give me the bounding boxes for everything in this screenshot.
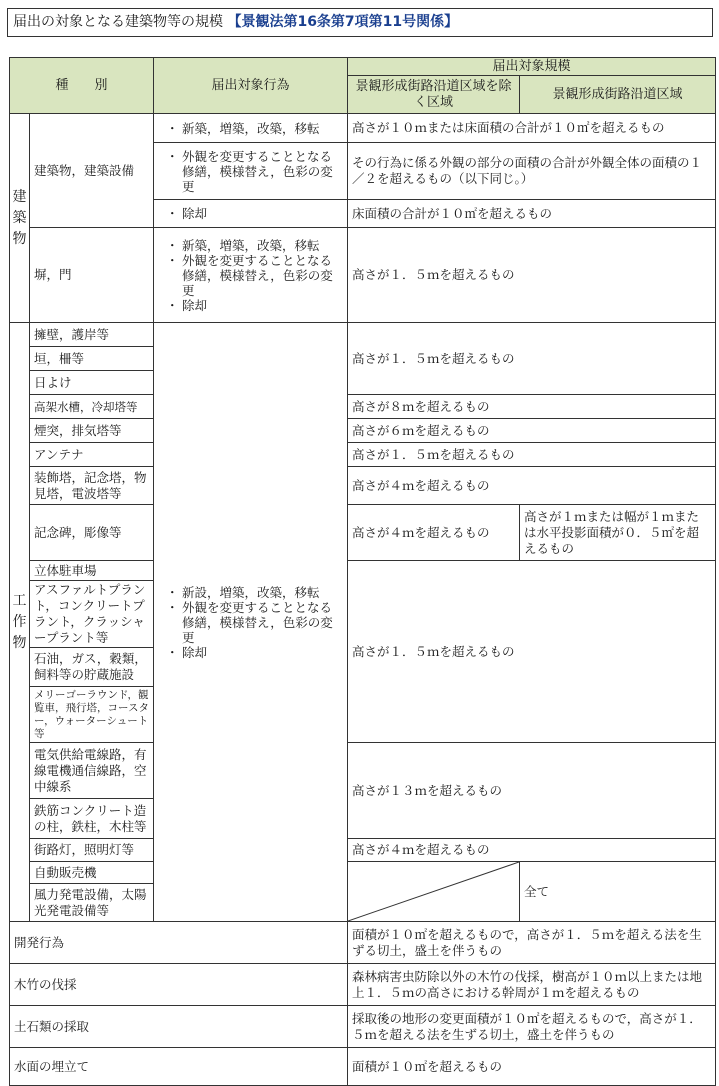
scale-building-repair: その行為に係る外観の部分の面積の合計が外観全体の面積の１／２を超えるもの（以下同じ。） [348, 143, 716, 200]
kind-reclamation: 水面の埋立て [10, 1048, 348, 1086]
group-structure: 工 作 物 [10, 323, 30, 922]
scale-development: 面積が１０㎡を超えるもので，高さが１．５ｍを超える法を生ずる切土，盛土を伴うもの [348, 922, 716, 964]
scale-wall-fence: 高さが１．５ｍを超えるもの [348, 323, 716, 395]
action-building-new: ・ 新築，増築，改築，移転 [154, 114, 348, 143]
scale-antenna: 高さが１．５ｍを超えるもの [348, 443, 716, 467]
page-title [7, 8, 713, 37]
kind-parking-structure: 立体駐車場 [30, 561, 154, 581]
kind-quarrying: 土石類の採取 [10, 1006, 348, 1048]
header-action: 届出対象行為 [154, 58, 348, 114]
scale-water-tank: 高さが８ｍを超えるもの [348, 395, 716, 419]
group-building: 建 築 物 [10, 114, 30, 323]
scale-fence-gate: 高さが１．５ｍを超えるもの [348, 228, 716, 323]
kind-street-lamp: 街路灯，照明灯等 [30, 839, 154, 862]
kind-building: 建築物，建築設備 [30, 114, 154, 228]
scale-vending-excluded-blank [348, 862, 520, 922]
header-scale: 届出対象規模 [348, 58, 716, 76]
action-building-demolish: ・ 除却 [154, 200, 348, 228]
action-structure: ・ 新設，増築，改築，移転 ・ 外観を変更することとなる修繕，模様替え，色彩の変更 ・ 除却 [154, 323, 348, 922]
kind-monument: 記念碑，彫像等 [30, 505, 154, 561]
scale-chimney: 高さが６ｍを超えるもの [348, 419, 716, 443]
scale-quarrying: 採取後の地形の変更面積が１０㎡を超えるもので，高さが１．５ｍを超える法を生ずる切土，盛土を伴うもの [348, 1006, 716, 1048]
header-area-road: 景観形成街路沿道区域 [520, 76, 716, 114]
kind-fence-gate: 塀，門 [30, 228, 154, 323]
scale-tower: 高さが４ｍを超えるもの [348, 467, 716, 505]
kind-awning: 日よけ [30, 371, 154, 395]
scale-plant: 高さが１．５ｍを超えるもの [348, 561, 716, 743]
scale-street-lamp: 高さが４ｍを超えるもの [348, 839, 716, 862]
kind-chimney: 煙突，排気塔等 [30, 419, 154, 443]
kind-plant: アスファルトプラント，コンクリートプラント，クラッシャープラント等 [30, 581, 154, 648]
kind-antenna: アンテナ [30, 443, 154, 467]
header-kind: 種 別 [10, 58, 154, 114]
kind-tower: 装飾塔，記念塔，物見塔，電波塔等 [30, 467, 154, 505]
title-law-reference: 【景観法第16条第7項第11号関係】 [227, 14, 459, 30]
scale-building-new: 高さが１０ｍまたは床面積の合計が１０㎡を超えるもの [348, 114, 716, 143]
scale-building-demolish: 床面積の合計が１０㎡を超えるもの [348, 200, 716, 228]
kind-tree-felling: 木竹の伐採 [10, 964, 348, 1006]
kind-water-tank: 高架水槽，冷却塔等 [30, 395, 154, 419]
action-fence-gate: ・ 新築，増築，改築，移転 ・ 外観を変更することとなる修繕，模様替え，色彩の変更 ・ 除却 [154, 228, 348, 323]
kind-retaining-wall: 擁壁，護岸等 [30, 323, 154, 347]
kind-storage: 石油，ガス，穀類，飼料等の貯蔵施設 [30, 648, 154, 687]
kind-wind-solar: 風力発電設備，太陽光発電設備等 [30, 884, 154, 922]
scale-vending-road: 全て [520, 862, 716, 922]
title-main: 届出の対象となる建築物等の規模 [13, 14, 223, 30]
kind-vending-machine: 自動販売機 [30, 862, 154, 884]
notification-scale-table [9, 57, 716, 1086]
action-building-repair: ・ 外観を変更することとなる修繕，模様替え，色彩の変更 [154, 143, 348, 200]
header-area-excluding-road: 景観形成街路沿道区域を除く区域 [348, 76, 520, 114]
kind-development: 開発行為 [10, 922, 348, 964]
scale-tree-felling: 森林病害虫防除以外の木竹の伐採，樹高が１０ｍ以上または地上１．５ｍの高さにおける幹周が１ｍを超えるもの [348, 964, 716, 1006]
kind-hedge-fence: 垣，柵等 [30, 347, 154, 371]
kind-pole: 鉄筋コンクリート造の柱，鉄柱，木柱等 [30, 799, 154, 839]
kind-power-line: 電気供給電線路，有線電機通信線路，空中線系 [30, 743, 154, 799]
scale-reclamation: 面積が１０㎡を超えるもの [348, 1048, 716, 1086]
scale-monument-road: 高さが１ｍまたは幅が１ｍまたは水平投影面積が０．５㎡を超えるもの [520, 505, 716, 561]
diagonal-line [348, 862, 519, 921]
scale-power-line: 高さが１３ｍを超えるもの [348, 743, 716, 839]
kind-amusement: メリーゴーラウンド，観覧車，飛行塔，コースター，ウォーターシュート等 [30, 687, 154, 743]
scale-monument: 高さが４ｍを超えるもの [348, 505, 520, 561]
